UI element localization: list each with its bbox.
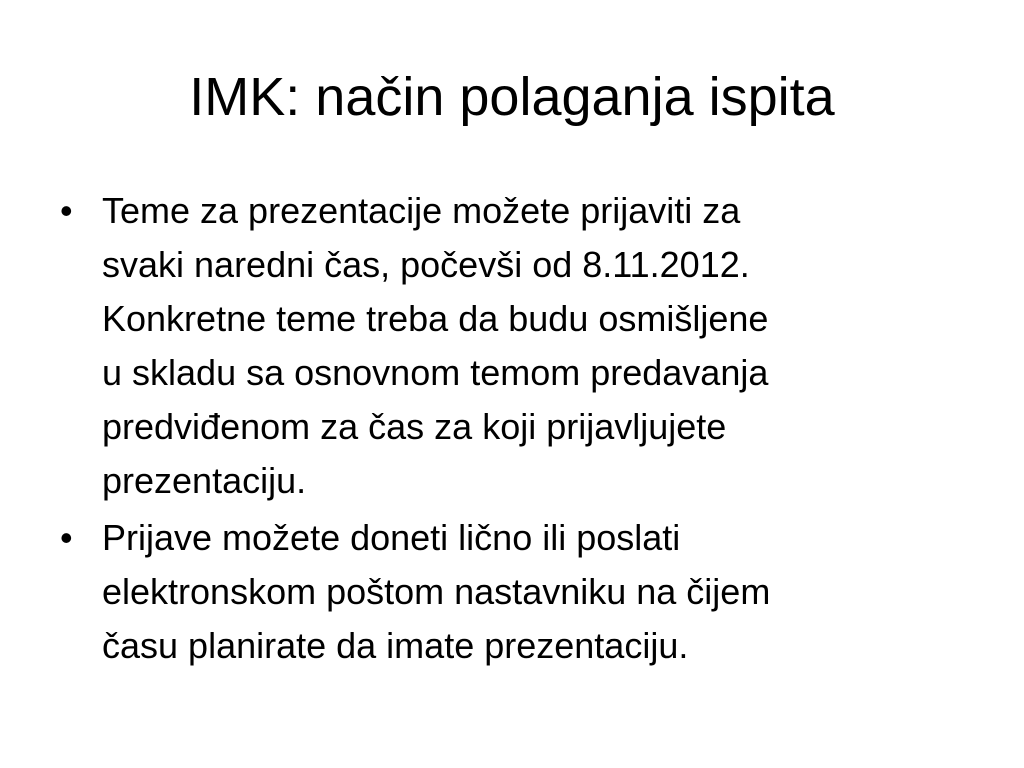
bullet-line: času planirate da imate prezentaciju. <box>102 625 689 666</box>
bullet-line: predviđenom za čas za koji prijavljujete <box>102 406 727 447</box>
bullet-line: elektronskom poštom nastavniku na čijem <box>102 571 771 612</box>
list-item <box>60 511 960 673</box>
list-item <box>60 184 960 508</box>
bullet-icon: • <box>60 517 73 558</box>
bullet-line: prezentaciju. <box>102 460 307 501</box>
bullet-line: Konkretne teme treba da budu osmišljene <box>102 298 769 339</box>
slide-title: IMK: način polaganja ispita <box>189 67 835 127</box>
bullet-line: Teme za prezentacije možete prijaviti za <box>102 190 741 231</box>
bullet-list <box>60 184 960 673</box>
bullet-line: u skladu sa osnovnom temom predavanja <box>102 352 769 393</box>
bullet-line: Prijave možete doneti lično ili poslati <box>102 517 681 558</box>
bullet-icon: • <box>60 190 73 231</box>
bullet-line: svaki naredni čas, počevši od 8.11.2012. <box>102 244 750 285</box>
